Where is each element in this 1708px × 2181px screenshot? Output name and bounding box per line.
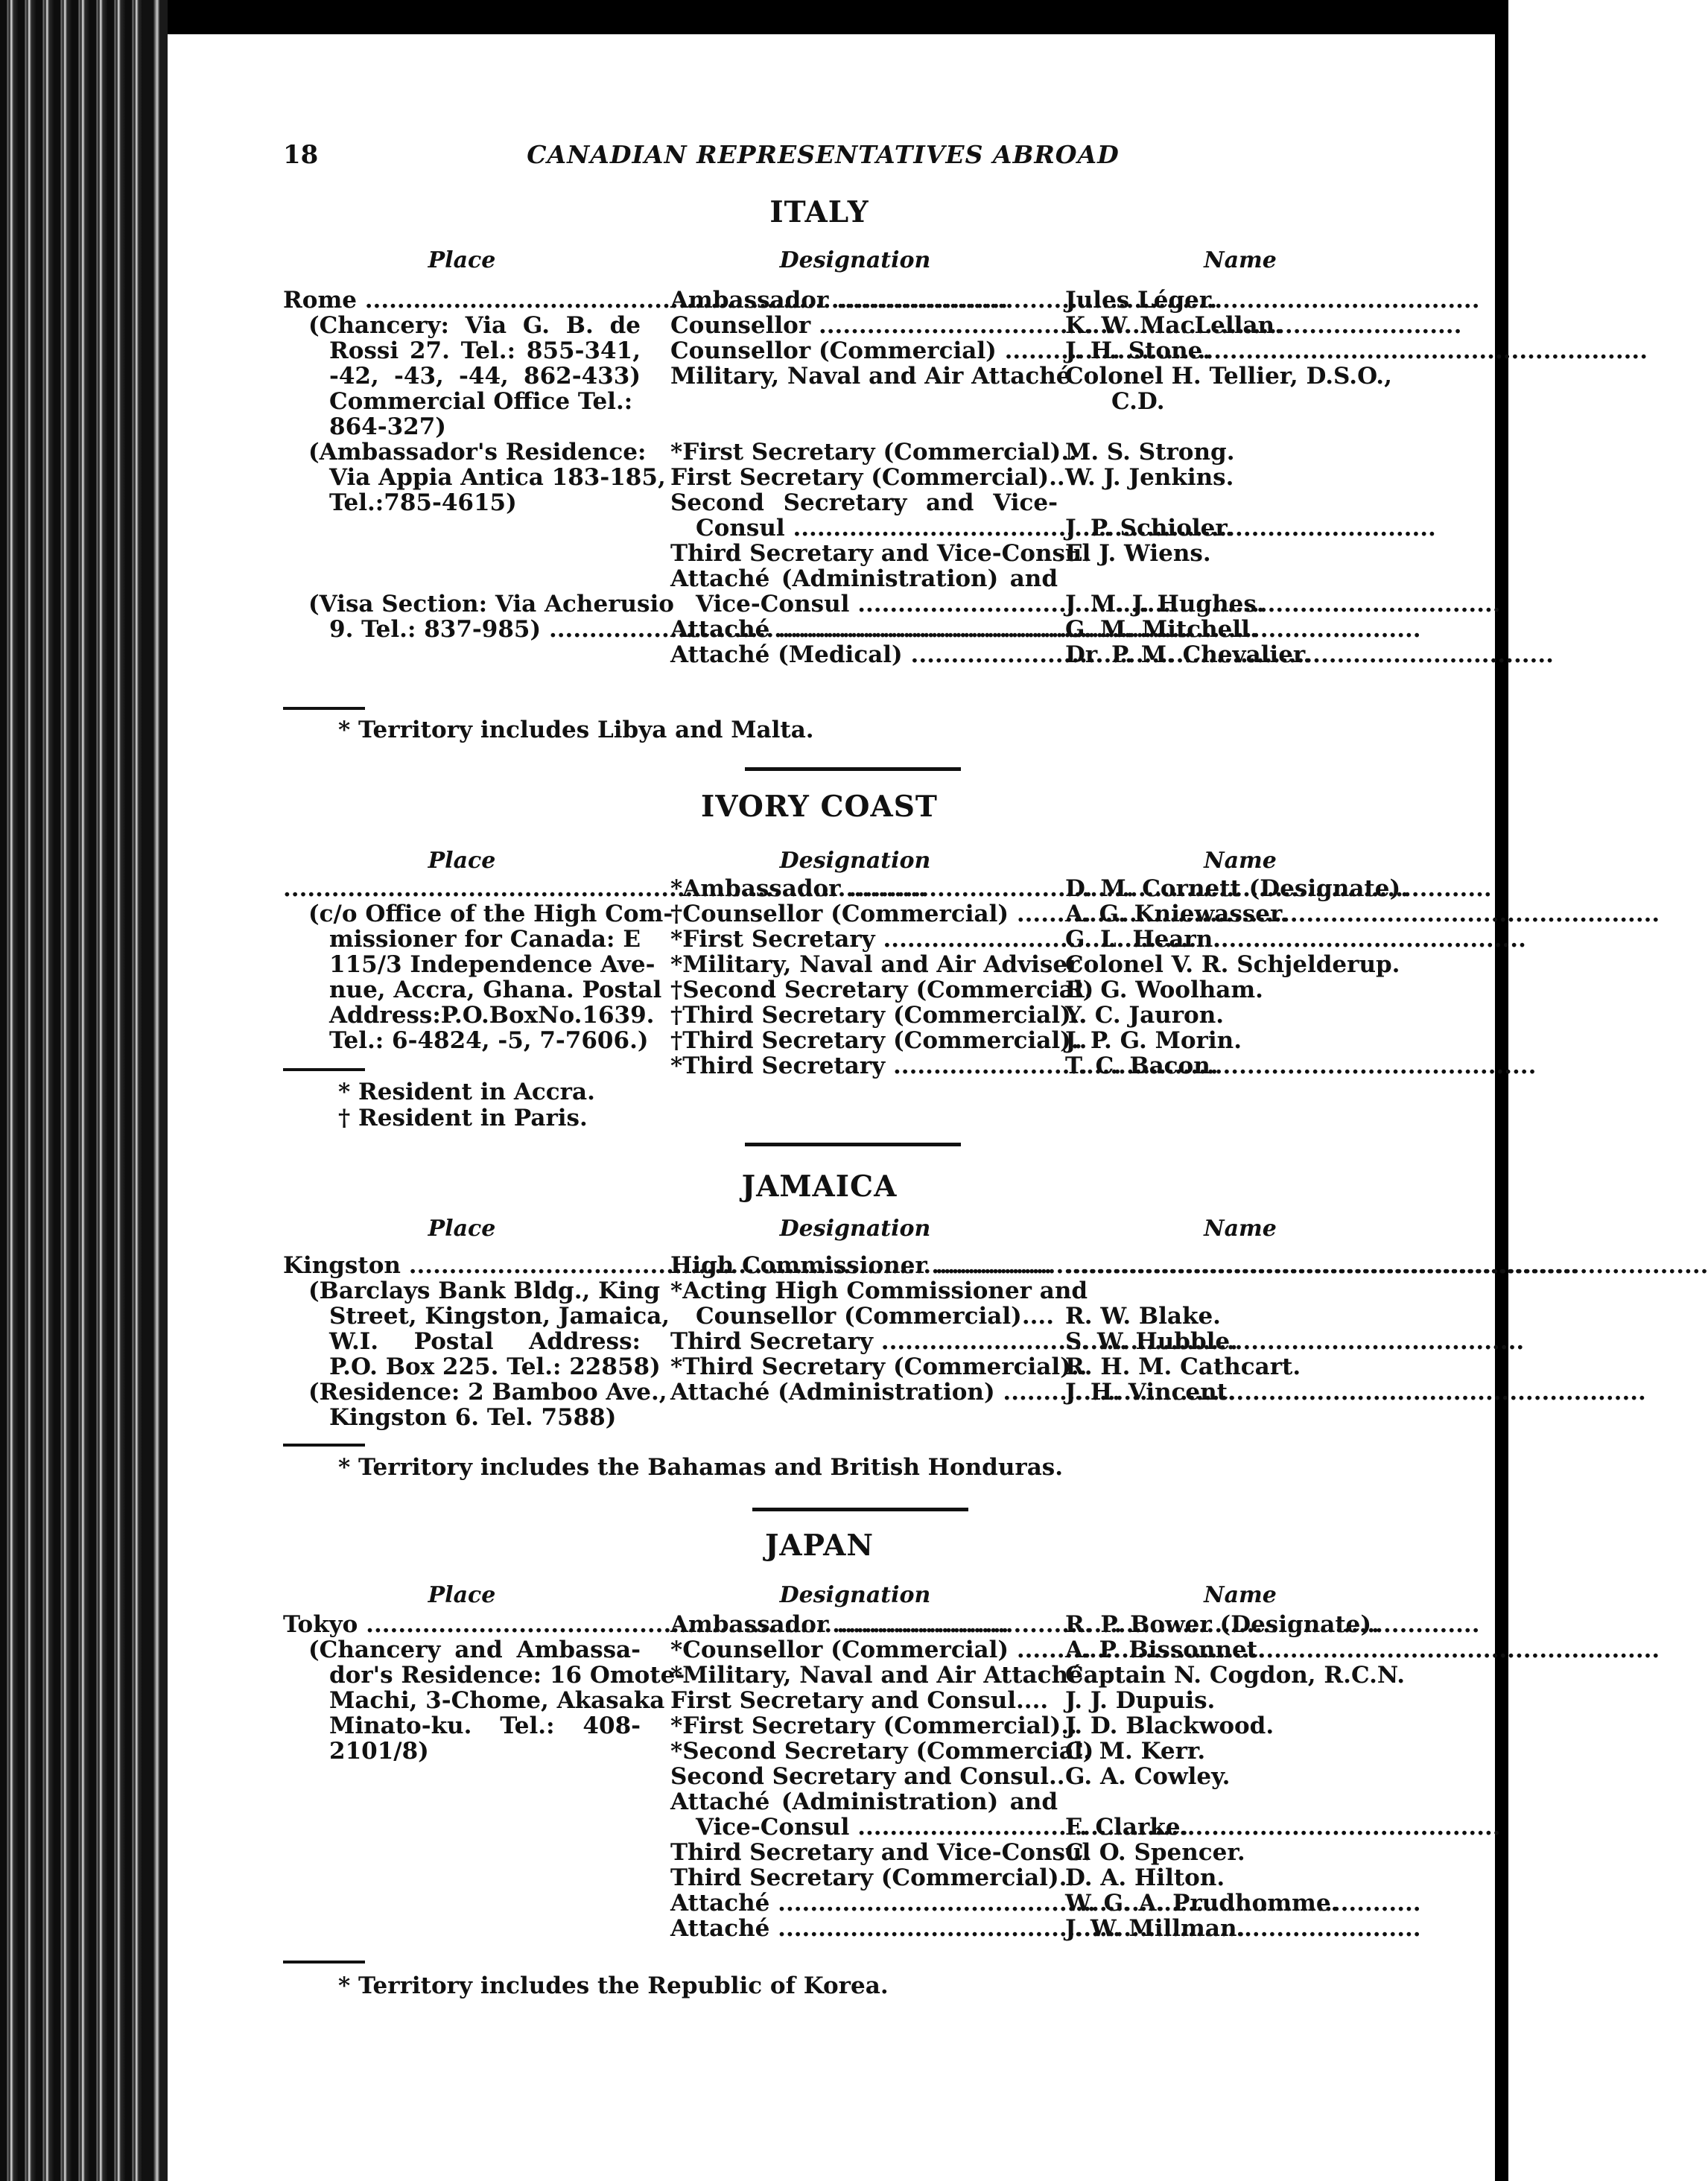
designation: Attaché .....	[670, 1916, 1058, 1941]
name-column	[1065, 288, 1453, 667]
column-header-designation: Designation	[779, 247, 931, 273]
designation: High Commissioner .....	[670, 1253, 1058, 1278]
designation: Vice-Consul .....	[670, 591, 1058, 617]
place-line: Tel.:785-4615)	[329, 489, 517, 516]
place-column	[283, 287, 674, 643]
column-header-place: Place	[428, 1216, 496, 1242]
name: A. G. Kniewasser.	[1065, 901, 1289, 927]
place-line: Kingston 6. Tel. 7588)	[329, 1404, 617, 1431]
name: J. H. Vincent.	[1065, 1379, 1236, 1406]
name: A. P. Bissonnet.	[1065, 1636, 1266, 1663]
place-city: Rome .....	[283, 288, 641, 313]
designation: Counsellor (Commercial)....	[696, 1303, 1054, 1330]
name: Captain N. Cogdon, R.C.N.	[1065, 1662, 1406, 1689]
place-line: P.O. Box 225. Tel.: 22858)	[329, 1353, 661, 1380]
name: C. M. Kerr.	[1065, 1738, 1206, 1765]
column-header-name: Name	[1204, 247, 1277, 273]
place-line: 864-327)	[329, 413, 446, 440]
name: J. P. G. Morin.	[1065, 1027, 1242, 1054]
designation: †Third Secretary (Commercial)..	[670, 1002, 1088, 1029]
designation: Second Secretary and Vice-	[670, 489, 1058, 516]
footnote-rule	[283, 1068, 365, 1071]
designation: †Second Secretary (Commercial)	[670, 977, 1094, 1003]
country-heading: ITALY	[769, 195, 869, 229]
country-heading: JAMAICA	[741, 1169, 898, 1204]
name: Dr. P. M. Chevalier.	[1065, 641, 1312, 668]
place-city: Tokyo .....	[283, 1612, 641, 1637]
column-header-designation: Designation	[779, 1582, 931, 1608]
country-heading: JAPAN	[764, 1528, 874, 1563]
designation: Attaché (Administration) and	[670, 565, 1058, 592]
footnote-rule	[283, 1444, 365, 1447]
place-line: Tel.: 6-4824, -5, 7-7606.)	[329, 1027, 649, 1054]
designation: Third Secretary and Vice-Consul	[670, 540, 1091, 567]
name: K. W. MacLellan.	[1065, 312, 1283, 339]
place-line: Machi, 3-Chome, Akasaka	[329, 1687, 665, 1714]
footnote-rule	[283, 707, 365, 710]
country-heading: IVORY COAST	[701, 790, 938, 824]
name-column	[1065, 1253, 1453, 1405]
designation: *Second Secretary (Commercial)	[670, 1738, 1094, 1765]
designation: Counsellor .....	[670, 313, 1058, 338]
footnote-rule	[283, 1961, 365, 1963]
designation: First Secretary (Commercial)..	[670, 464, 1065, 491]
place-line: nue, Accra, Ghana. Postal	[329, 977, 662, 1003]
designation-column	[670, 1611, 1094, 1942]
name-column	[1065, 1612, 1453, 1941]
designation: *Ambassador .....	[670, 876, 1058, 901]
running-head	[283, 140, 1363, 177]
place-line: 2101/8)	[329, 1738, 429, 1765]
designation: *Third Secretary (Commercial)..	[670, 1353, 1088, 1380]
place-line: Address:P.O.BoxNo.1639.	[329, 1002, 655, 1029]
book-gutter	[142, 0, 168, 2181]
place-line: (c/o Office of the High Com-	[308, 901, 673, 927]
designation: Counsellor (Commercial) .....	[670, 338, 1058, 364]
designation: *First Secretary .....	[670, 927, 1058, 952]
place-line: -42, -43, -44, 862-433)	[329, 363, 641, 390]
designation: Attaché (Administration) .....	[670, 1380, 1058, 1405]
section-ivory-coast	[283, 790, 1415, 1140]
name: Colonel H. Tellier, D.S.O.,	[1065, 363, 1392, 390]
place-city: Kingston .....	[283, 1253, 641, 1278]
designation-column	[670, 1252, 1088, 1406]
name: J. M. J. Hughes.	[1065, 591, 1265, 618]
footnote: * Resident in Accra.	[338, 1079, 595, 1105]
place-line: 9. Tel.: 837-985) .....	[283, 617, 641, 642]
place-line: (Residence: 2 Bamboo Ave.,	[308, 1379, 667, 1406]
place-line: Street, Kingston, Jamaica,	[329, 1303, 670, 1330]
scan-top-border	[0, 0, 1508, 34]
name: D. M. Cornett (Designate).	[1065, 875, 1409, 902]
designation: Third Secretary (Commercial)..	[670, 1864, 1076, 1891]
name: J. J. Dupuis.	[1065, 1687, 1216, 1714]
designation: Third Secretary .....	[670, 1329, 1058, 1354]
name: S. W. Hubble.	[1065, 1328, 1238, 1355]
designation: Attaché (Administration) and	[670, 1788, 1058, 1815]
designation: *Military, Naval and Air Adviser	[670, 951, 1080, 978]
column-header-name: Name	[1204, 1582, 1277, 1608]
name: M. S. Strong.	[1065, 439, 1235, 466]
page-number: 18	[283, 140, 319, 170]
section-italy	[283, 195, 1415, 746]
name: G. L. Hearn.	[1065, 926, 1222, 953]
name: T. C. Bacon.	[1065, 1053, 1219, 1079]
section-japan	[283, 1528, 1415, 2005]
name-column	[1065, 876, 1453, 1079]
designation: *Military, Naval and Air Attaché	[670, 1662, 1083, 1689]
designation: Attaché .....	[670, 1890, 1058, 1916]
designation: *Third Secretary .....	[670, 1053, 1058, 1079]
place-line: dor's Residence: 16 Omote-	[329, 1662, 685, 1689]
place-column	[283, 1252, 670, 1431]
name: Colonel V. R. Schjelderup.	[1065, 951, 1400, 978]
designation: *First Secretary (Commercial)..	[670, 439, 1077, 466]
name: G. M. Mitchell.	[1065, 616, 1258, 643]
name: C.D.	[1111, 388, 1165, 415]
name: J. W. Millman.	[1065, 1915, 1245, 1942]
name: J. H. Stone.	[1065, 337, 1211, 364]
designation: First Secretary and Consul....	[670, 1687, 1049, 1714]
column-header-place: Place	[428, 247, 496, 273]
name: R. G. Woolham.	[1065, 977, 1263, 1003]
place-line: Minato-ku. Tel.: 408-	[329, 1712, 641, 1739]
place-column	[283, 876, 673, 1054]
section-separator	[752, 1508, 968, 1511]
column-header-place: Place	[428, 848, 496, 874]
designation: Vice-Consul .....	[670, 1815, 1058, 1840]
scan-right-border	[1495, 0, 1508, 2181]
designation: Ambassador .....	[670, 1612, 1058, 1637]
name: R. H. M. Cathcart.	[1065, 1353, 1301, 1380]
designation-column	[670, 875, 1094, 1079]
place-line: Via Appia Antica 183-185,	[329, 464, 666, 491]
name: Y. C. Jauron.	[1065, 1002, 1225, 1029]
place-line: (Visa Section: Via Acherusio	[308, 591, 674, 618]
name: R. W. Blake.	[1065, 1303, 1221, 1330]
section-separator	[745, 767, 961, 771]
designation: Ambassador .....	[670, 288, 1058, 313]
name: J. D. Blackwood.	[1065, 1712, 1274, 1739]
designation: Attaché .....	[670, 617, 1058, 642]
designation: Consul .....	[670, 515, 1058, 541]
place-line: (Barclays Bank Bldg., King	[308, 1277, 661, 1304]
designation: *First Secretary (Commercial)..	[670, 1712, 1077, 1739]
section-separator	[745, 1143, 961, 1146]
column-header-place: Place	[428, 1582, 496, 1608]
footnote: * Territory includes Libya and Malta.	[338, 717, 814, 743]
designation: Attaché (Medical) .....	[670, 642, 1058, 667]
designation: †Third Secretary (Commercial)..	[670, 1027, 1088, 1054]
place-line: (Chancery and Ambassa-	[308, 1636, 641, 1663]
designation: Second Secretary and Consul..	[670, 1763, 1065, 1790]
name: C. O. Spencer.	[1065, 1839, 1245, 1866]
place-line: 115/3 Independence Ave-	[329, 951, 655, 978]
designation: Third Secretary and Vice-Consul	[670, 1839, 1091, 1866]
footnote: † Resident in Paris.	[338, 1105, 588, 1131]
place-line: (Chancery: Via G. B. de	[308, 312, 641, 339]
running-title: CANADIAN REPRESENTATIVES ABROAD	[527, 140, 1120, 169]
designation-column	[670, 287, 1091, 668]
name: G. A. Cowley.	[1065, 1763, 1231, 1790]
name: F. Clarke.	[1065, 1814, 1189, 1841]
place-line: Commercial Office Tel.:	[329, 388, 633, 415]
name: R. P. Bower (Designate).	[1065, 1611, 1380, 1638]
designation: †Counsellor (Commercial) .....	[670, 901, 1058, 927]
place-line: Rossi 27. Tel.: 855-341,	[329, 337, 641, 364]
name: J. P. Schioler.	[1065, 515, 1234, 542]
footnote: * Territory includes the Republic of Korea.	[338, 1972, 889, 1999]
place-line: (Ambassador's Residence:	[308, 439, 647, 466]
name: W. J. Jenkins.	[1065, 464, 1234, 491]
name: E. J. Wiens.	[1065, 540, 1211, 567]
designation: *Acting High Commissioner and	[670, 1277, 1088, 1304]
name: W. G. A. Prudhomme.	[1065, 1890, 1339, 1917]
designation: Military, Naval and Air Attaché	[670, 363, 1071, 390]
name: D. A. Hilton.	[1065, 1864, 1225, 1891]
footnote: * Territory includes the Bahamas and British Honduras.	[338, 1454, 1064, 1481]
place-line: missioner for Canada: E	[329, 926, 641, 953]
designation: *Counsellor (Commercial) .....	[670, 1637, 1058, 1663]
column-header-name: Name	[1204, 1216, 1277, 1242]
column-header-name: Name	[1204, 848, 1277, 874]
column-header-designation: Designation	[779, 1216, 931, 1242]
column-header-designation: Designation	[779, 848, 931, 874]
section-jamaica	[283, 1169, 1415, 1497]
place-column	[283, 1611, 685, 1765]
name: Jules Léger.	[1065, 287, 1218, 314]
place-line: W.I. Postal Address:	[329, 1328, 641, 1355]
